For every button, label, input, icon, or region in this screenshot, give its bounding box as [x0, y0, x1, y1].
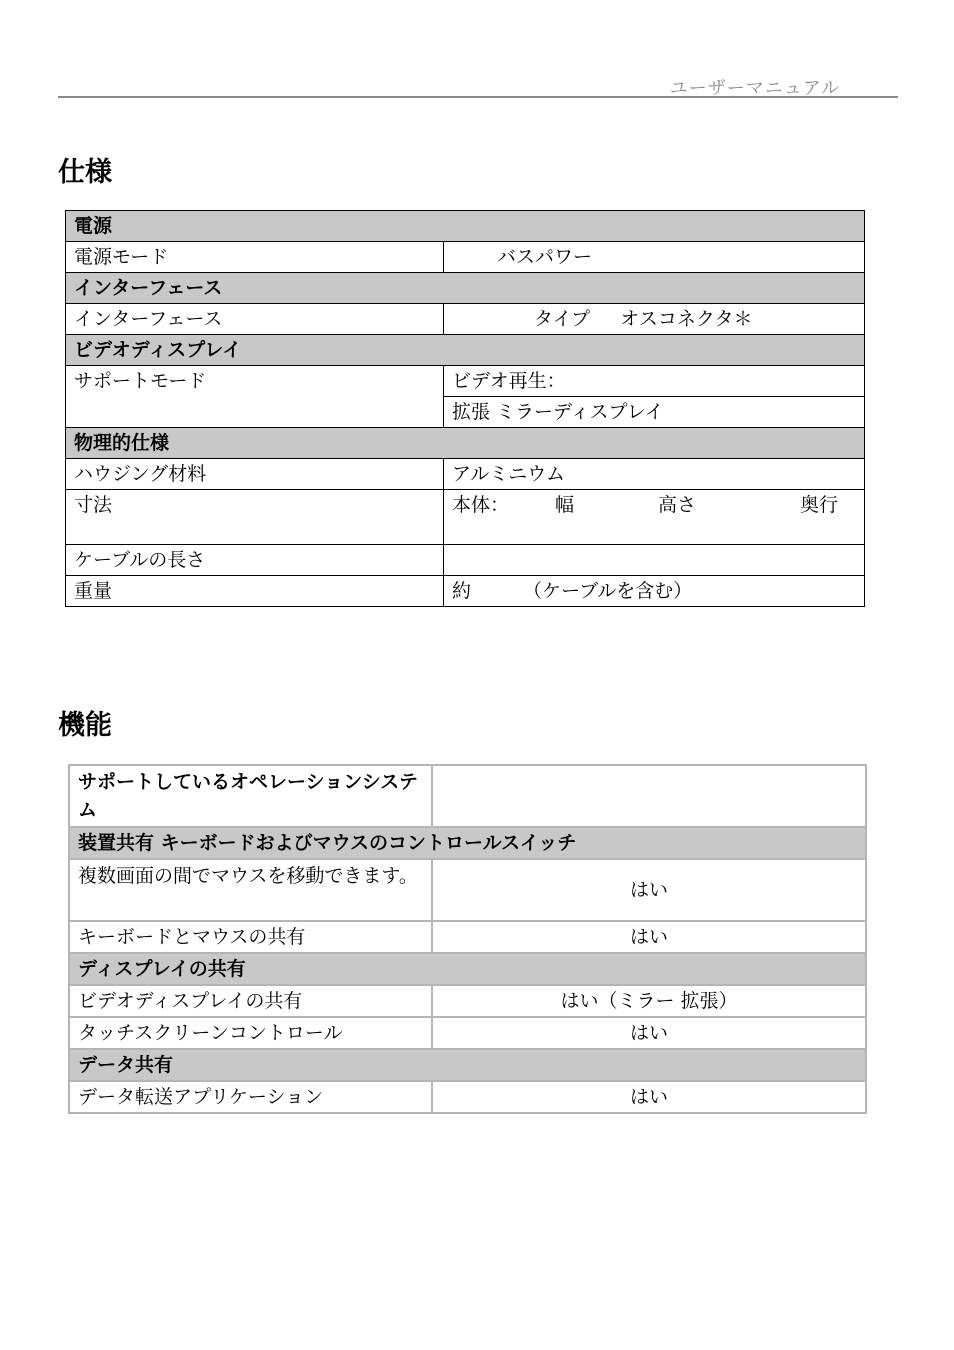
feature-table [68, 764, 867, 1114]
kb-mouse-label: キーボードとマウスの共有 [69, 921, 432, 953]
power-mode-label: 電源モード [66, 242, 444, 273]
interface-connector: オスコネクタ＊ [620, 308, 753, 330]
mouse-move-value: はい [432, 859, 866, 921]
feature-heading: 機能 [58, 710, 112, 741]
device-share-header: 装置共有 キーボードおよびマウスのコントロールスイッチ [69, 827, 866, 859]
power-mode-text: バスパワー [497, 246, 593, 268]
video-section-header: ビデオディスプレイ [66, 335, 865, 366]
data-transfer-value: はい [432, 1081, 866, 1113]
video-share-label: ビデオディスプレイの共有 [69, 985, 432, 1017]
weight-label: 重量 [66, 576, 444, 607]
video-playback-value: ビデオ再生： [444, 366, 865, 397]
interface-label: インターフェース [66, 304, 444, 335]
display-modes-value: 拡張 ミラーディスプレイ [444, 397, 865, 428]
dim-height: 高さ [658, 494, 697, 516]
kb-mouse-value: はい [432, 921, 866, 953]
touch-value: はい [432, 1017, 866, 1049]
running-header [58, 74, 898, 98]
dimensions-label: 寸法 [66, 490, 444, 545]
dimensions-value [444, 490, 865, 545]
os-label: サポートしているオペレーションシステム [69, 765, 432, 827]
support-mode-label: サポートモード [66, 366, 444, 428]
interface-value [444, 304, 865, 335]
display-share-header: ディスプレイの共有 [69, 953, 866, 985]
weight-approx: 約 [452, 580, 472, 602]
mouse-move-label: 複数画面の間でマウスを移動できます。 [69, 859, 432, 921]
power-section-header: 電源 [66, 211, 865, 242]
touch-label: タッチスクリーンコントロール [69, 1017, 432, 1049]
dim-depth: 奥行 [800, 494, 839, 516]
physical-section-header: 物理的仕様 [66, 428, 865, 459]
dim-width: 幅 [555, 494, 575, 516]
data-transfer-label: データ転送アプリケーション [69, 1081, 432, 1113]
spec-table [65, 210, 865, 607]
housing-value: アルミニウム [444, 459, 865, 490]
video-share-value: はい（ミラー 拡張） [432, 985, 866, 1017]
spec-heading: 仕様 [58, 157, 112, 188]
interface-section-header: インターフェース [66, 273, 865, 304]
cable-length-value [444, 545, 865, 576]
housing-label: ハウジング材料 [66, 459, 444, 490]
manual-title: ユーザーマニュアル [669, 78, 840, 99]
weight-value [444, 576, 865, 607]
weight-note: （ケーブルを含む） [523, 580, 693, 602]
os-value [432, 765, 866, 827]
power-mode-value [444, 242, 865, 273]
data-share-header: データ共有 [69, 1049, 866, 1081]
cable-length-label: ケーブルの長さ [66, 545, 444, 576]
interface-type: タイプ [534, 308, 591, 330]
dim-body: 本体： [452, 494, 510, 516]
